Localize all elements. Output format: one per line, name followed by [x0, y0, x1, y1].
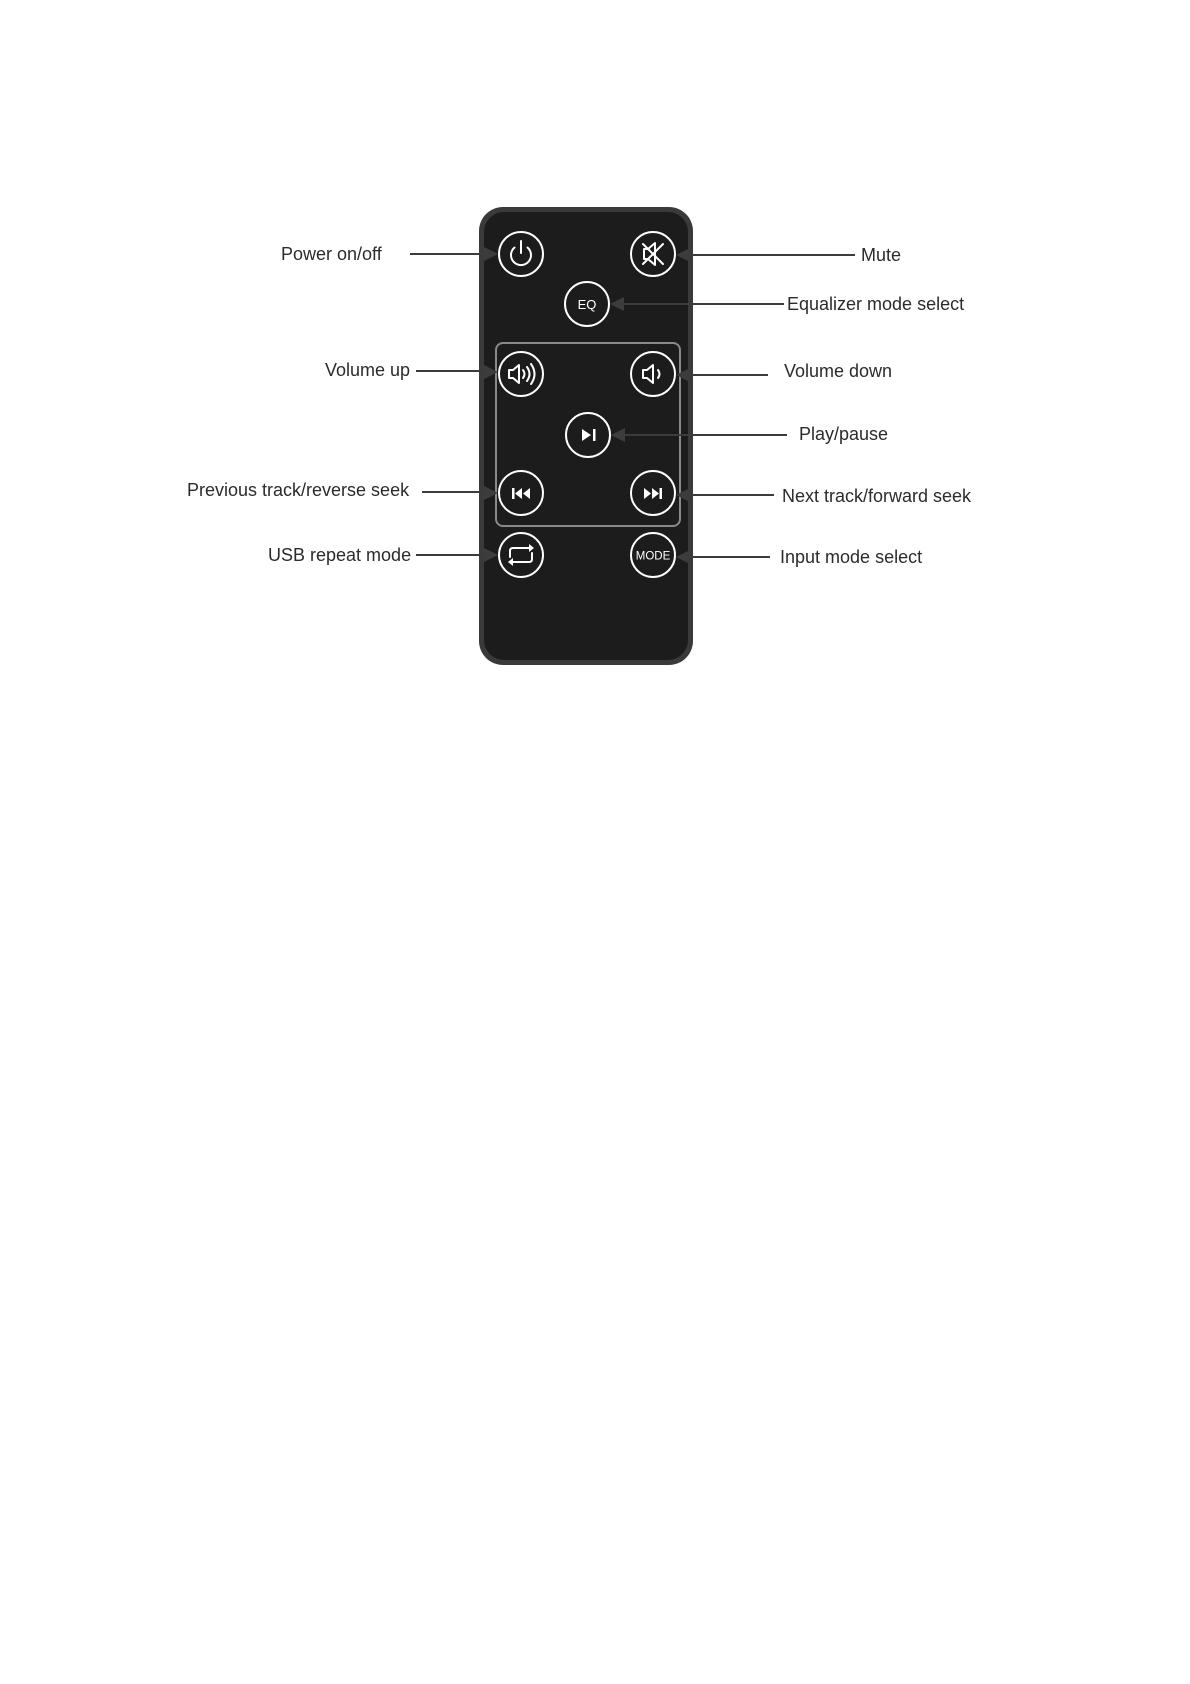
mode-button-label: MODE — [635, 550, 671, 563]
eq-button-label: EQ — [577, 297, 597, 312]
callout-power — [281, 244, 498, 264]
callout-repeat — [268, 545, 498, 565]
callout-next — [676, 486, 972, 506]
callout-mute — [676, 245, 901, 265]
callout-play-pause-label: Play/pause — [799, 424, 889, 444]
callout-volume-down-label: Volume down — [784, 361, 893, 381]
callout-mute-label: Mute — [861, 245, 902, 265]
callout-repeat-label: USB repeat mode — [268, 545, 412, 565]
callout-next-label: Next track/forward seek — [782, 486, 972, 506]
callout-volume-up-label: Volume up — [325, 360, 411, 380]
callout-volume-down — [676, 361, 892, 382]
callout-previous — [187, 480, 498, 500]
callout-input-label: Input mode select — [780, 547, 923, 567]
callout-previous-label: Previous track/reverse seek — [187, 480, 410, 500]
callout-volume-up — [325, 360, 498, 380]
callout-power-label: Power on/off — [281, 244, 382, 264]
callout-input — [676, 547, 922, 567]
callout-equalizer-label: Equalizer mode select — [787, 294, 965, 314]
